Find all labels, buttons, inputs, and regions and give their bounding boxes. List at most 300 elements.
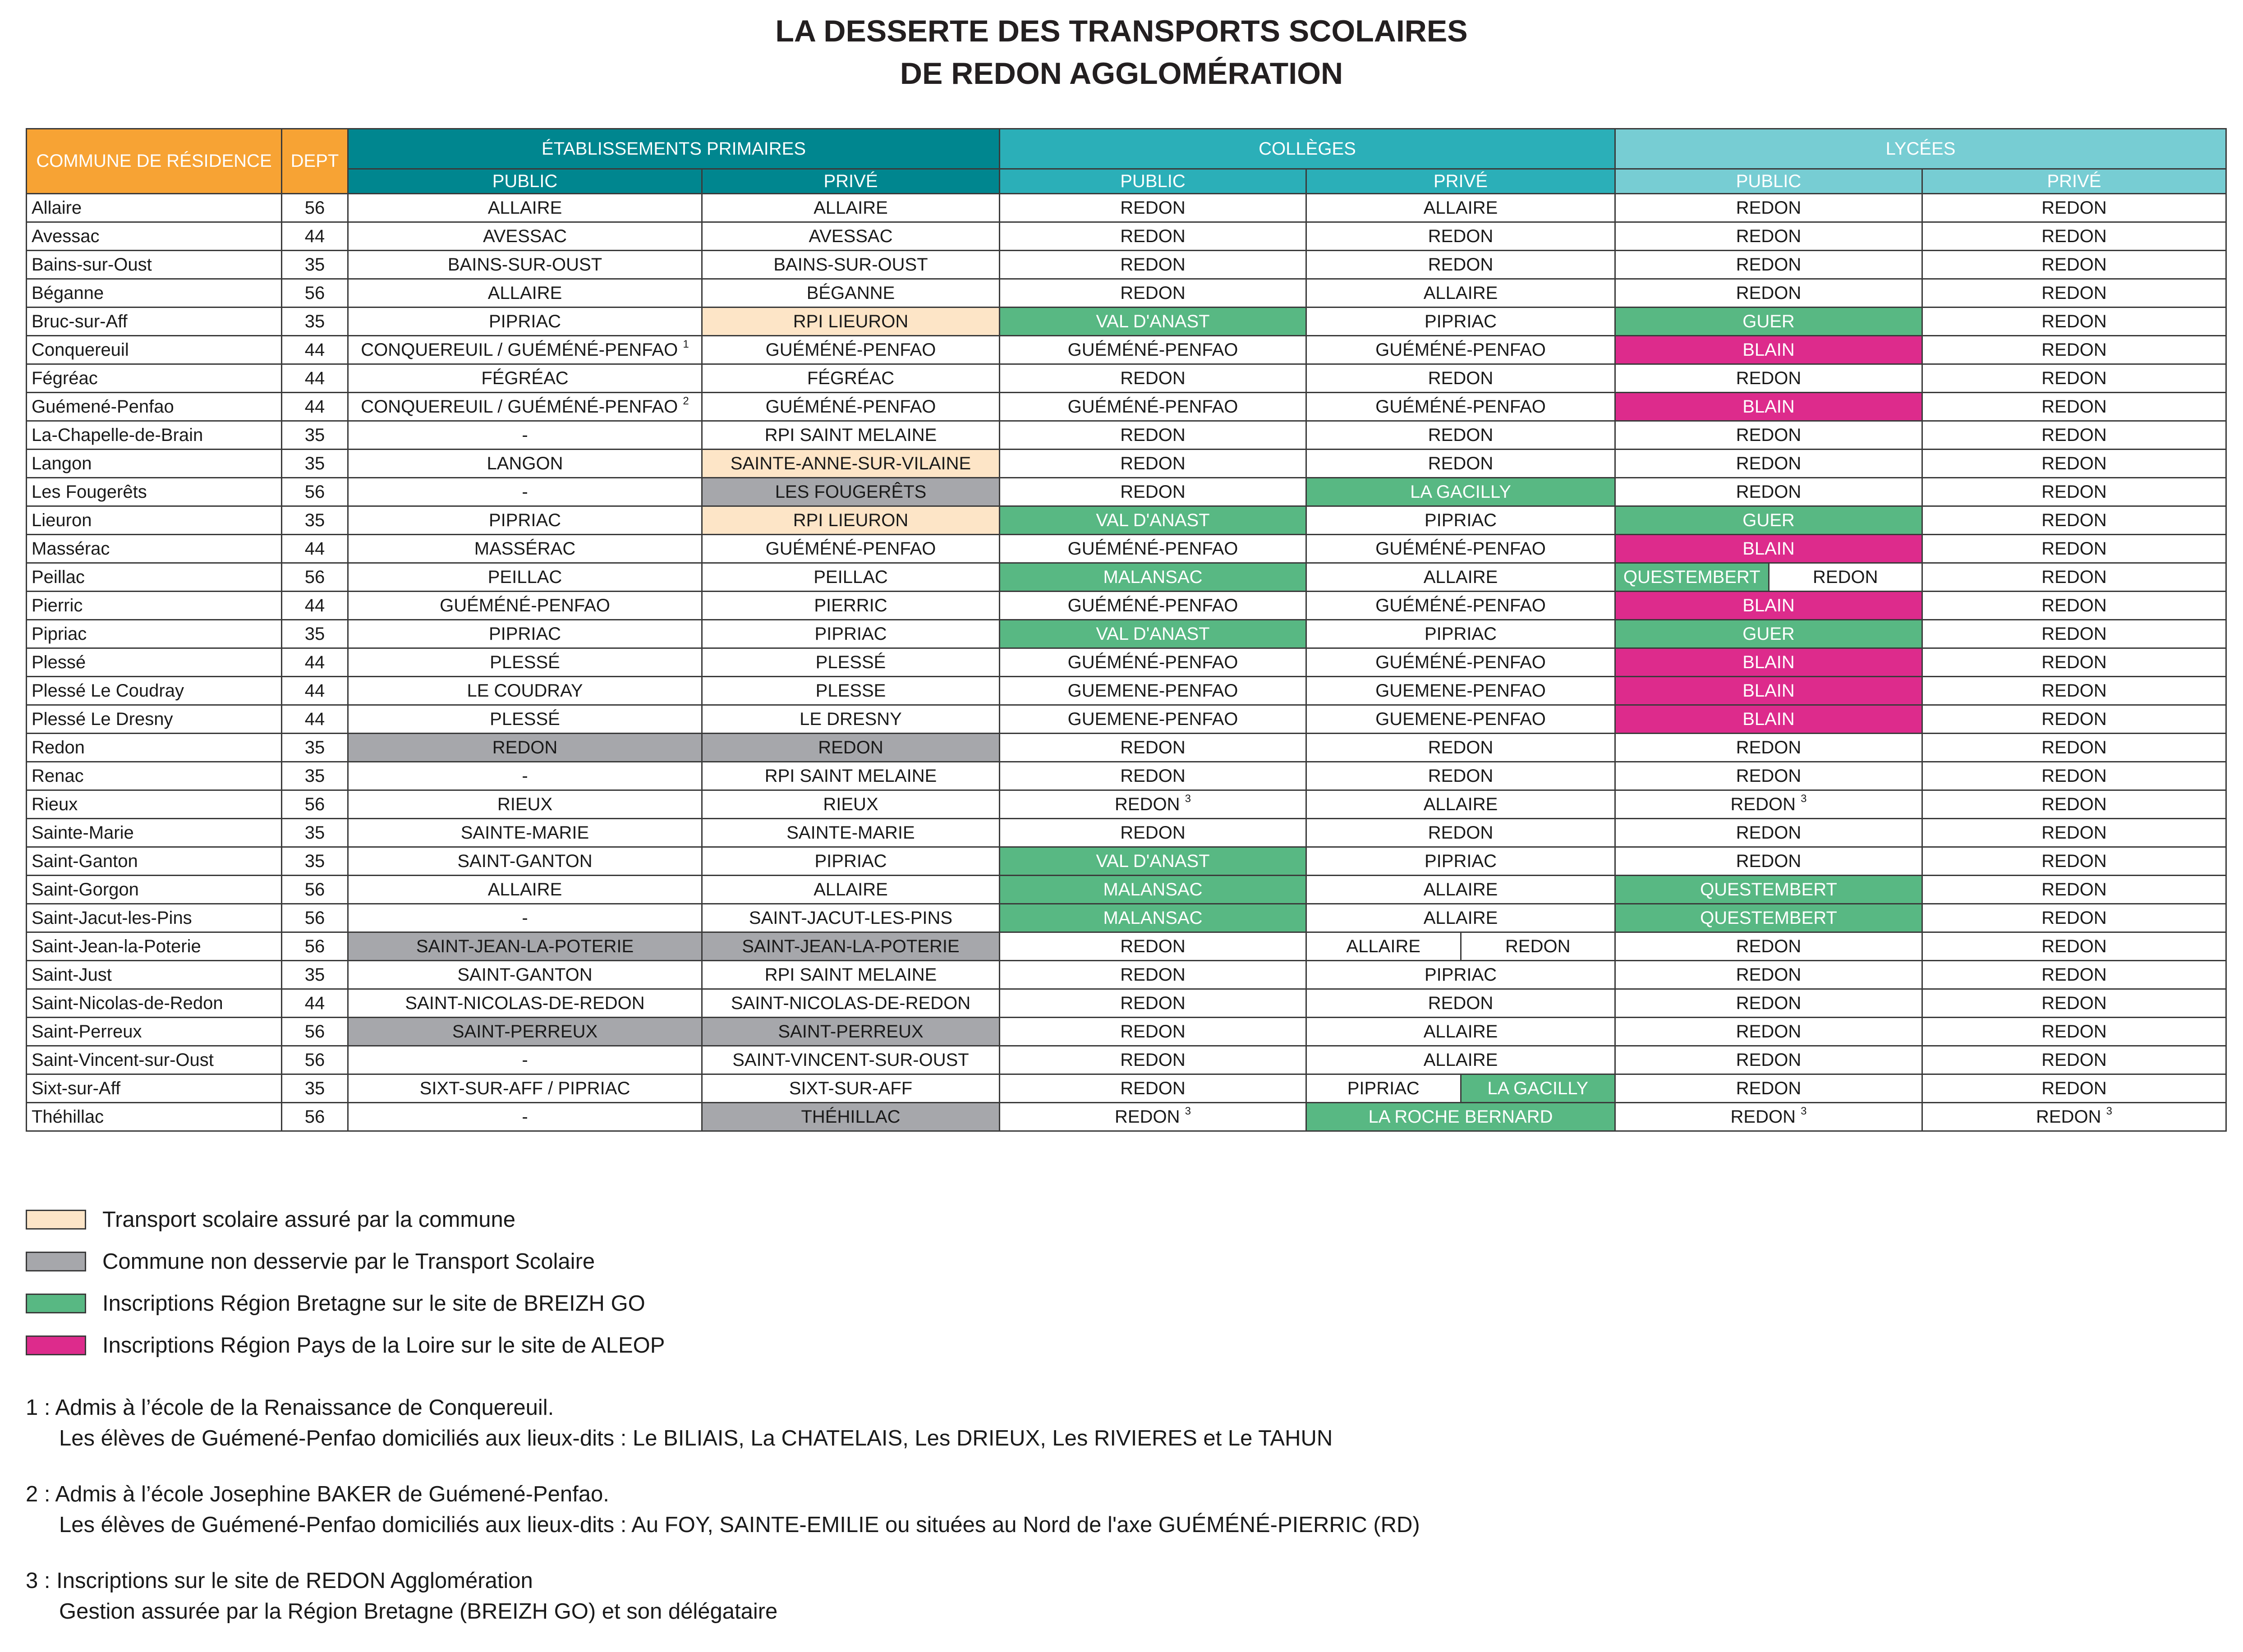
split-part: ALLAIRE xyxy=(1307,933,1460,960)
college-prive-cell xyxy=(1306,1103,1615,1131)
primaire-prive-cell xyxy=(702,790,1000,819)
lycee-prive-cell xyxy=(1922,989,2226,1018)
college-public-cell xyxy=(1000,1074,1306,1103)
commune-cell: Plessé Le Dresny xyxy=(27,705,282,734)
college-prive-cell xyxy=(1306,279,1615,307)
cell-value: - xyxy=(522,766,528,786)
cell-value: REDON xyxy=(2041,737,2107,757)
lycee-prive-cell xyxy=(1922,790,2226,819)
primaire-public-cell xyxy=(348,592,702,620)
cell-value: ALLAIRE xyxy=(1423,794,1498,814)
commune-cell: Langon xyxy=(27,450,282,478)
cell-value: LE DRESNY xyxy=(800,709,902,729)
table-row xyxy=(27,563,2226,592)
legend xyxy=(26,1198,665,1366)
primaire-prive-cell xyxy=(702,876,1000,904)
header-primaires-public: PUBLIC xyxy=(348,169,702,194)
table-row xyxy=(27,1074,2226,1103)
college-prive-cell xyxy=(1306,222,1615,251)
primaire-prive-cell xyxy=(702,762,1000,790)
commune-cell: Saint-Vincent-sur-Oust xyxy=(27,1046,282,1074)
cell-value: REDON xyxy=(2041,283,2107,303)
college-public-cell xyxy=(1000,421,1306,450)
primaire-prive-cell xyxy=(702,734,1000,762)
cell-value: REDON xyxy=(1120,1050,1186,1070)
lycee-prive-cell xyxy=(1922,648,2226,677)
cell-value: REDON xyxy=(2041,595,2107,615)
college-public-cell xyxy=(1000,648,1306,677)
primaire-prive-cell xyxy=(702,336,1000,364)
cell-value: REDON xyxy=(2041,538,2107,559)
dept-cell: 44 xyxy=(282,648,348,677)
split-part: REDON xyxy=(1460,933,1615,960)
cell-value: AVESSAC xyxy=(483,226,567,246)
dept-cell: 35 xyxy=(282,762,348,790)
cell-value: AVESSAC xyxy=(809,226,893,246)
cell-value: GUÉMÉNÉ-PENFAO xyxy=(765,538,936,559)
cell-value: REDON xyxy=(2041,879,2107,899)
cell-value: GUÉMÉNÉ-PENFAO xyxy=(1375,396,1546,417)
table-row xyxy=(27,932,2226,961)
cell-value: PIPRIAC xyxy=(1424,624,1497,644)
header-lycees-prive: PRIVÉ xyxy=(1922,169,2226,194)
cell-value: RPI SAINT MELAINE xyxy=(764,425,937,445)
cell-value: GUEMENE-PENFAO xyxy=(1067,709,1238,729)
cell-value: SAINT-GANTON xyxy=(457,851,593,871)
lycee-public-cell xyxy=(1615,1074,1922,1103)
table-row xyxy=(27,1103,2226,1131)
table-row xyxy=(27,1018,2226,1046)
footnote xyxy=(26,1565,1420,1627)
college-prive-cell xyxy=(1306,478,1615,506)
dept-cell: 56 xyxy=(282,904,348,932)
cell-value: GUEMENE-PENFAO xyxy=(1375,709,1546,729)
cell-value: REDON xyxy=(1120,368,1186,388)
cell-value: GUÉMÉNÉ-PENFAO xyxy=(1067,595,1238,615)
commune-cell: Sixt-sur-Aff xyxy=(27,1074,282,1103)
table-row xyxy=(27,222,2226,251)
dept-cell: 44 xyxy=(282,592,348,620)
college-public-cell xyxy=(1000,194,1306,222)
header-commune: COMMUNE DE RÉSIDENCE xyxy=(27,129,282,194)
cell-value: REDON xyxy=(1115,1106,1180,1127)
cell-value: ALLAIRE xyxy=(1423,1021,1498,1042)
table-row xyxy=(27,279,2226,307)
legend-item xyxy=(26,1324,665,1366)
cell-value: PIPRIAC xyxy=(1424,311,1497,331)
cell-value: REDON xyxy=(1736,254,1802,275)
legend-swatch xyxy=(26,1252,86,1271)
dept-cell: 35 xyxy=(282,734,348,762)
transport-table xyxy=(26,128,2227,1132)
primaire-public-cell xyxy=(348,251,702,279)
dept-cell: 35 xyxy=(282,307,348,336)
lycee-public-cell xyxy=(1615,336,1922,364)
table-row xyxy=(27,393,2226,421)
lycee-prive-cell xyxy=(1922,251,2226,279)
header-lycees-public: PUBLIC xyxy=(1615,169,1922,194)
primaire-public-cell xyxy=(348,194,702,222)
dept-cell: 35 xyxy=(282,421,348,450)
lycee-public-cell xyxy=(1615,450,1922,478)
college-public-cell xyxy=(1000,1046,1306,1074)
footnote-marker: 3 xyxy=(1185,1105,1191,1117)
cell-value: REDON xyxy=(2041,964,2107,985)
cell-value: CONQUEREUIL / GUÉMÉNÉ-PENFAO xyxy=(361,396,678,417)
cell-value: REDON xyxy=(2041,425,2107,445)
cell-value: PIPRIAC xyxy=(814,624,887,644)
cell-value: SAINTE-ANNE-SUR-VILAINE xyxy=(730,453,971,473)
college-prive-cell xyxy=(1306,734,1615,762)
primaire-public-cell xyxy=(348,563,702,592)
primaire-public-cell xyxy=(348,1018,702,1046)
cell-value: REDON xyxy=(1428,368,1494,388)
college-prive-cell xyxy=(1306,592,1615,620)
table-row xyxy=(27,620,2226,648)
cell-value: MALANSAC xyxy=(1103,567,1203,587)
dept-cell: 56 xyxy=(282,790,348,819)
dept-cell: 35 xyxy=(282,251,348,279)
cell-value: REDON xyxy=(1736,936,1802,956)
cell-value: PIPRIAC xyxy=(814,851,887,871)
dept-cell: 44 xyxy=(282,705,348,734)
table-row xyxy=(27,307,2226,336)
title-line-2: DE REDON AGGLOMÉRATION xyxy=(900,56,1343,91)
college-prive-cell xyxy=(1306,1018,1615,1046)
commune-cell: Saint-Nicolas-de-Redon xyxy=(27,989,282,1018)
college-public-cell xyxy=(1000,790,1306,819)
cell-value: SAINT-VINCENT-SUR-OUST xyxy=(732,1050,969,1070)
table-row xyxy=(27,194,2226,222)
dept-cell: 56 xyxy=(282,1103,348,1131)
cell-value: GUER xyxy=(1742,624,1795,644)
primaire-prive-cell xyxy=(702,705,1000,734)
cell-value: VAL D'ANAST xyxy=(1096,311,1210,331)
footnote-line-1: 1 : Admis à l’école de la Renaissance de Conquereuil. xyxy=(26,1395,554,1420)
dept-cell: 35 xyxy=(282,1074,348,1103)
legend-swatch xyxy=(26,1210,86,1230)
commune-cell: Pierric xyxy=(27,592,282,620)
cell-value: QUESTEMBERT xyxy=(1700,908,1837,928)
cell-value: GUÉMÉNÉ-PENFAO xyxy=(765,340,936,360)
primaire-prive-cell xyxy=(702,847,1000,876)
lycee-public-cell xyxy=(1615,762,1922,790)
cell-value: REDON xyxy=(2041,851,2107,871)
college-prive-cell xyxy=(1306,989,1615,1018)
lycee-public-cell xyxy=(1615,535,1922,563)
cell-value: RPI SAINT MELAINE xyxy=(764,766,937,786)
lycee-prive-cell xyxy=(1922,506,2226,535)
college-prive-cell xyxy=(1306,790,1615,819)
primaire-prive-cell xyxy=(702,364,1000,393)
cell-value: REDON xyxy=(2041,567,2107,587)
lycee-prive-cell xyxy=(1922,450,2226,478)
lycee-public-cell xyxy=(1615,506,1922,535)
primaire-public-cell xyxy=(348,421,702,450)
cell-value: REDON xyxy=(1730,1106,1796,1127)
primaire-prive-cell xyxy=(702,677,1000,705)
cell-value: REDON xyxy=(2041,1078,2107,1098)
lycee-public-cell xyxy=(1615,819,1922,847)
cell-value: THÉHILLAC xyxy=(801,1106,901,1127)
cell-value: REDON xyxy=(2041,993,2107,1013)
lycee-prive-cell xyxy=(1922,1103,2226,1131)
lycee-prive-cell xyxy=(1922,194,2226,222)
cell-value: REDON xyxy=(1736,226,1802,246)
title-line-1: LA DESSERTE DES TRANSPORTS SCOLAIRES xyxy=(775,14,1468,48)
cell-value: BLAIN xyxy=(1742,680,1795,701)
primaire-public-cell xyxy=(348,1046,702,1074)
cell-value: REDON xyxy=(1428,453,1494,473)
cell-value: REDON xyxy=(2041,680,2107,701)
college-prive-cell xyxy=(1306,393,1615,421)
cell-value: REDON xyxy=(1736,1078,1802,1098)
cell-value: - xyxy=(522,1050,528,1070)
cell-value: REDON xyxy=(818,737,883,757)
cell-value: GUÉMÉNÉ-PENFAO xyxy=(440,595,610,615)
college-public-cell xyxy=(1000,734,1306,762)
cell-value: ALLAIRE xyxy=(1423,283,1498,303)
primaire-public-cell xyxy=(348,677,702,705)
footnotes xyxy=(26,1392,1420,1652)
cell-value: REDON xyxy=(1120,1021,1186,1042)
college-prive-cell xyxy=(1306,705,1615,734)
primaire-prive-cell xyxy=(702,563,1000,592)
cell-value: FÉGRÉAC xyxy=(481,368,569,388)
cell-value: LES FOUGERÊTS xyxy=(775,482,927,502)
dept-cell: 35 xyxy=(282,620,348,648)
legend-label: Commune non desservie par le Transport Scolaire xyxy=(102,1249,595,1274)
commune-cell: Les Fougerêts xyxy=(27,478,282,506)
lycee-prive-cell xyxy=(1922,1046,2226,1074)
college-prive-cell xyxy=(1306,648,1615,677)
table-row xyxy=(27,847,2226,876)
college-prive-cell xyxy=(1306,336,1615,364)
dept-cell: 44 xyxy=(282,989,348,1018)
cell-value: GUEMENE-PENFAO xyxy=(1375,680,1546,701)
commune-cell: Avessac xyxy=(27,222,282,251)
lycee-prive-cell xyxy=(1922,393,2226,421)
primaire-public-cell xyxy=(348,876,702,904)
cell-value: PIERRIC xyxy=(814,595,887,615)
table-row xyxy=(27,762,2226,790)
college-public-cell xyxy=(1000,393,1306,421)
table-row xyxy=(27,251,2226,279)
lycee-public-cell xyxy=(1615,421,1922,450)
college-prive-cell xyxy=(1306,194,1615,222)
cell-value: LE COUDRAY xyxy=(467,680,583,701)
primaire-prive-cell xyxy=(702,421,1000,450)
cell-value: REDON xyxy=(1120,482,1186,502)
lycee-prive-cell xyxy=(1922,307,2226,336)
commune-cell: Saint-Gorgon xyxy=(27,876,282,904)
commune-cell: Peillac xyxy=(27,563,282,592)
primaire-prive-cell xyxy=(702,620,1000,648)
cell-value: SAINT-JEAN-LA-POTERIE xyxy=(742,936,960,956)
primaire-public-cell xyxy=(348,819,702,847)
cell-value: REDON xyxy=(1120,254,1186,275)
primaire-prive-cell xyxy=(702,904,1000,932)
commune-cell: Fégréac xyxy=(27,364,282,393)
primaire-public-cell xyxy=(348,1074,702,1103)
cell-value: REDON xyxy=(2041,709,2107,729)
table-row xyxy=(27,904,2226,932)
footnote-marker: 3 xyxy=(1801,1105,1807,1117)
cell-value: REDON xyxy=(1736,851,1802,871)
lycee-public-cell xyxy=(1615,364,1922,393)
footnote-line-2: Les élèves de Guémené-Penfao domiciliés aux lieux-dits : Au FOY, SAINTE-EMILIE ou situées au Nord de l'axe GUÉMÉNÉ-PIERRIC (RD) xyxy=(59,1513,1420,1537)
primaire-public-cell xyxy=(348,932,702,961)
dept-cell: 56 xyxy=(282,194,348,222)
college-public-cell xyxy=(1000,762,1306,790)
college-prive-cell xyxy=(1306,364,1615,393)
cell-value: ALLAIRE xyxy=(1423,197,1498,218)
dept-cell: 35 xyxy=(282,450,348,478)
primaire-prive-cell xyxy=(702,251,1000,279)
cell-value: ALLAIRE xyxy=(1423,1050,1498,1070)
footnote-marker: 1 xyxy=(683,338,689,350)
table-row xyxy=(27,364,2226,393)
commune-cell: Saint-Just xyxy=(27,961,282,989)
lycee-public-cell xyxy=(1615,648,1922,677)
lycee-prive-cell xyxy=(1922,620,2226,648)
legend-item xyxy=(26,1198,665,1240)
cell-value: LANGON xyxy=(487,453,563,473)
cell-value: ALLAIRE xyxy=(1423,567,1498,587)
college-public-cell xyxy=(1000,450,1306,478)
dept-cell: 56 xyxy=(282,1046,348,1074)
commune-cell: Bains-sur-Oust xyxy=(27,251,282,279)
lycee-public-cell xyxy=(1615,1046,1922,1074)
primaire-public-cell xyxy=(348,762,702,790)
commune-cell: La-Chapelle-de-Brain xyxy=(27,421,282,450)
split-part: REDON xyxy=(1768,564,1922,591)
college-prive-cell xyxy=(1306,677,1615,705)
cell-value: PLESSE xyxy=(815,680,886,701)
cell-value: ALLAIRE xyxy=(814,879,888,899)
lycee-prive-cell xyxy=(1922,847,2226,876)
cell-value: RPI LIEURON xyxy=(793,311,909,331)
lycee-public-cell xyxy=(1615,677,1922,705)
header-primaires-prive: PRIVÉ xyxy=(702,169,1000,194)
college-public-cell xyxy=(1000,535,1306,563)
commune-cell: Bruc-sur-Aff xyxy=(27,307,282,336)
cell-value: REDON xyxy=(2041,908,2107,928)
college-public-cell xyxy=(1000,563,1306,592)
document-title xyxy=(0,10,2243,95)
college-prive-cell xyxy=(1306,506,1615,535)
primaire-public-cell xyxy=(348,989,702,1018)
college-prive-cell xyxy=(1306,847,1615,876)
primaire-public-cell xyxy=(348,478,702,506)
cell-value: PEILLAC xyxy=(487,567,562,587)
header-colleges: COLLÈGES xyxy=(1000,129,1615,169)
lycee-public-cell xyxy=(1615,1103,1922,1131)
cell-value: BLAIN xyxy=(1742,340,1795,360)
college-prive-cell xyxy=(1306,1046,1615,1074)
lycee-public-cell xyxy=(1615,1018,1922,1046)
dept-cell: 44 xyxy=(282,336,348,364)
cell-value: PLESSÉ xyxy=(490,652,560,672)
lycee-prive-cell xyxy=(1922,421,2226,450)
lycee-public-cell xyxy=(1615,592,1922,620)
cell-value: REDON xyxy=(1120,1078,1186,1098)
table-row xyxy=(27,734,2226,762)
college-public-cell xyxy=(1000,251,1306,279)
footnote-line-2: Gestion assurée par la Région Bretagne (BREIZH GO) et son délégataire xyxy=(59,1599,778,1624)
lycee-public-cell xyxy=(1615,194,1922,222)
cell-value: REDON xyxy=(1736,368,1802,388)
primaire-public-cell xyxy=(348,393,702,421)
cell-value: REDON xyxy=(2041,396,2107,417)
commune-cell: Allaire xyxy=(27,194,282,222)
split-part: PIPRIAC xyxy=(1307,1075,1460,1102)
cell-value: REDON xyxy=(1120,425,1186,445)
lycee-public-cell xyxy=(1615,705,1922,734)
cell-value: REDON xyxy=(1428,993,1494,1013)
cell-value: REDON xyxy=(1736,1050,1802,1070)
footnote-line-1: 2 : Admis à l’école Josephine BAKER de Guémené-Penfao. xyxy=(26,1482,609,1506)
cell-value: ALLAIRE xyxy=(487,879,562,899)
cell-value: BLAIN xyxy=(1742,538,1795,559)
footnote xyxy=(26,1392,1420,1454)
cell-value: PIPRIAC xyxy=(488,624,561,644)
cell-value: REDON xyxy=(1736,1021,1802,1042)
table-row xyxy=(27,819,2226,847)
cell-value: REDON xyxy=(1120,226,1186,246)
legend-item xyxy=(26,1240,665,1282)
primaire-prive-cell xyxy=(702,307,1000,336)
cell-value: GUÉMÉNÉ-PENFAO xyxy=(1375,595,1546,615)
cell-value: ALLAIRE xyxy=(1423,879,1498,899)
cell-value: ALLAIRE xyxy=(814,197,888,218)
header-lycees: LYCÉES xyxy=(1615,129,2226,169)
dept-cell: 35 xyxy=(282,819,348,847)
primaire-prive-cell xyxy=(702,222,1000,251)
college-public-cell xyxy=(1000,677,1306,705)
commune-cell: Pipriac xyxy=(27,620,282,648)
footnote-line-1: 3 : Inscriptions sur le site de REDON Agglomération xyxy=(26,1569,533,1593)
cell-value: - xyxy=(522,1106,528,1127)
primaire-prive-cell xyxy=(702,1103,1000,1131)
lycee-public-cell xyxy=(1615,989,1922,1018)
table-row xyxy=(27,989,2226,1018)
split-part: QUESTEMBERT xyxy=(1616,564,1768,591)
commune-cell: Rieux xyxy=(27,790,282,819)
cell-value: BLAIN xyxy=(1742,595,1795,615)
dept-cell: 56 xyxy=(282,279,348,307)
primaire-public-cell xyxy=(348,734,702,762)
dept-cell: 56 xyxy=(282,478,348,506)
cell-value: REDON xyxy=(1428,766,1494,786)
cell-value: REDON xyxy=(2041,226,2107,246)
cell-value: PLESSÉ xyxy=(490,709,560,729)
table-row xyxy=(27,705,2226,734)
footnote-marker: 3 xyxy=(1185,792,1191,805)
cell-value: REDON xyxy=(1120,766,1186,786)
dept-cell: 44 xyxy=(282,393,348,421)
cell-value: REDON xyxy=(1115,794,1180,814)
dept-cell: 35 xyxy=(282,506,348,535)
cell-value: SAINT-JACUT-LES-PINS xyxy=(749,908,953,928)
cell-value: BAINS-SUR-OUST xyxy=(773,254,928,275)
college-prive-cell xyxy=(1306,1074,1615,1103)
cell-value: REDON xyxy=(2041,1021,2107,1042)
cell-value: ALLAIRE xyxy=(487,283,562,303)
header-colleges-public: PUBLIC xyxy=(1000,169,1306,194)
cell-value: GUÉMÉNÉ-PENFAO xyxy=(1067,652,1238,672)
table-row xyxy=(27,535,2226,563)
